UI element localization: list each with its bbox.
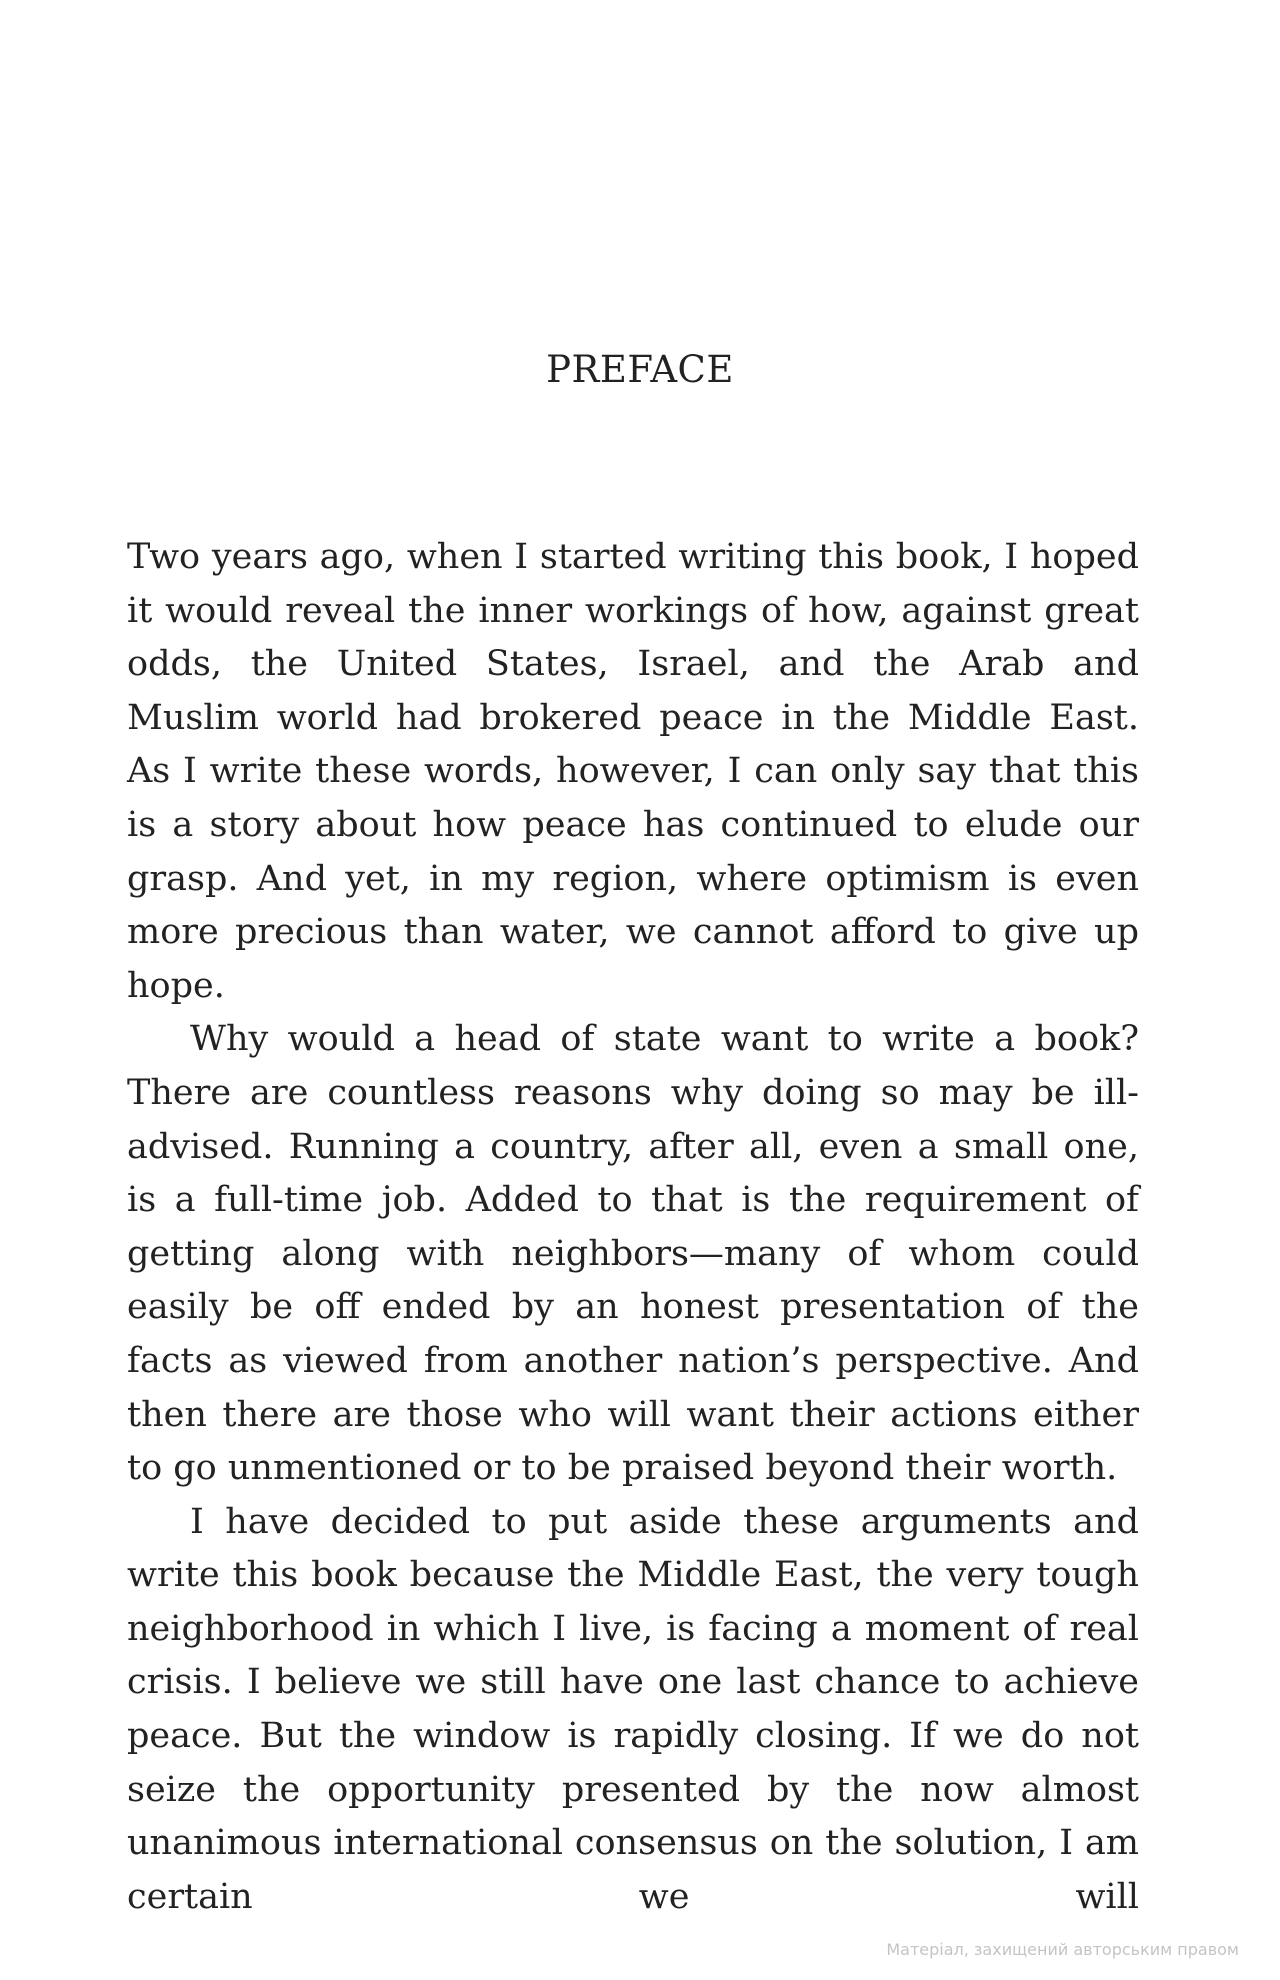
page-title: PREFACE	[546, 348, 734, 391]
body-text	[127, 531, 1139, 1924]
copyright-watermark: Матеріал, захищений авторським правом	[886, 1940, 1239, 1959]
paragraph-2: Why would a head of state want to write a book? There are countless reasons why doing so may be ill-advised. Running a country, after all, even a small one, is a full-time job. Added to that is the requirement of getting along with neighbors—many of whom could easily be off ended by an honest presentation of the facts as viewed from another nation’s perspective. And then there are those who will want their actions either to go unmentioned or to be praised beyond their worth.	[127, 1019, 1139, 1489]
paragraph-1: Two years ago, when I started writing this book, I hoped it would reveal the inner workings of how, against great odds, the United States, Israel, and the Arab and Muslim world had brokered peace in the Middle East. As I write these words, however, I can only say that this is a story about how peace has continued to elude our grasp. And yet, in my region, where optimism is even more precious than water, we cannot afford to give up hope.	[127, 537, 1139, 1006]
paragraph-3: I have decided to put aside these arguments and write this book because the Middle East, the very tough neighborhood in which I live, is facing a moment of real crisis. I believe we still have one last chance to achieve peace. But the window is rapidly closing. If we do not seize the opportunity presented by the now almost unanimous international consensus on the solution, I am certain we will	[127, 1501, 1139, 1917]
